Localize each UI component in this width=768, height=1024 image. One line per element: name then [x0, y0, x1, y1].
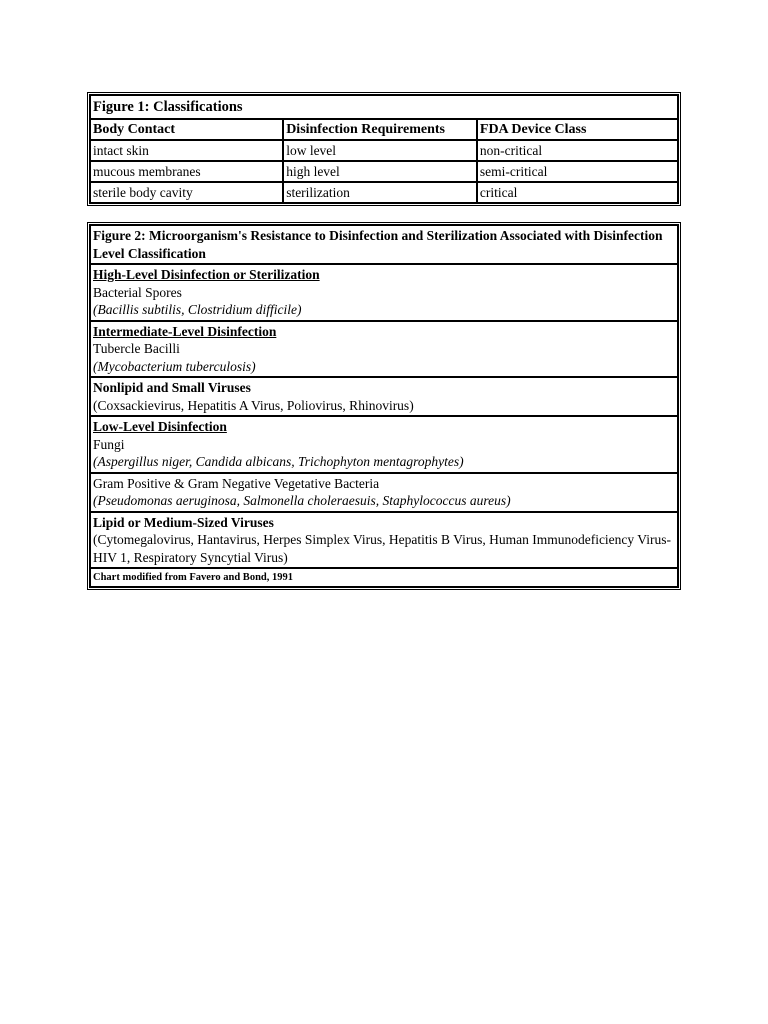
table-row: [90, 264, 678, 321]
organism-name: Bacterial Spores: [93, 284, 182, 300]
table-row: [90, 140, 678, 161]
table-cell: sterile body cavity: [90, 182, 283, 203]
table-cell: low level: [283, 140, 477, 161]
section-heading: Nonlipid and Small Viruses: [93, 380, 251, 395]
section-nonlipid-viruses: [90, 377, 678, 416]
table-row: [90, 321, 678, 378]
section-heading: Low-Level Disinfection: [93, 419, 227, 434]
table-row: [90, 473, 678, 512]
organism-name: Tubercle Bacilli: [93, 341, 180, 356]
figure2-title: Figure 2: Microorganism's Resistance to Disinfection and Sterilization Associated with Disinfection Level Classification: [90, 225, 678, 264]
section-high-level: [90, 264, 678, 321]
table-row: [90, 512, 678, 569]
section-vegetative-bacteria: [90, 473, 678, 512]
organism-examples: (Mycobacterium tuberculosis): [93, 358, 256, 374]
table-cell: semi-critical: [477, 161, 678, 182]
table-cell: non-critical: [477, 140, 678, 161]
header-disinfection-requirements: Disinfection Requirements: [283, 119, 477, 140]
table-title-row: [90, 95, 678, 119]
section-lipid-viruses: [90, 512, 678, 569]
table-cell: mucous membranes: [90, 161, 283, 182]
table-row: [90, 568, 678, 587]
table-row: [90, 161, 678, 182]
organism-examples: (Pseudomonas aeruginosa, Salmonella choleraesuis, Staphylococcus aureus): [93, 493, 511, 508]
table-cell: critical: [477, 182, 678, 203]
table-row: [90, 377, 678, 416]
organism-examples: (Aspergillus niger, Candida albicans, Trichophyton mentagrophytes): [93, 454, 464, 469]
section-heading: Lipid or Medium-Sized Viruses: [93, 514, 274, 530]
table-cell: intact skin: [90, 140, 283, 161]
organism-name: Fungi: [93, 436, 125, 452]
resistance-table: [89, 224, 679, 588]
section-intermediate-level: [90, 321, 678, 378]
section-low-level: [90, 416, 678, 473]
table-cell: high level: [283, 161, 477, 182]
organism-examples: (Bacillis subtilis, Clostridium difficile): [93, 302, 302, 317]
header-fda-device-class: FDA Device Class: [477, 119, 678, 140]
organism-name: Gram Positive & Gram Negative Vegetative Bacteria: [93, 475, 380, 491]
section-heading: High-Level Disinfection or Sterilization: [93, 267, 320, 282]
table-row: [90, 416, 678, 473]
classifications-table: [89, 94, 679, 204]
header-body-contact: Body Contact: [90, 119, 283, 140]
table-row: [90, 182, 678, 203]
organism-examples: (Cytomegalovirus, Hantavirus, Herpes Simplex Virus, Hepatitis B Virus, Human Immunodeficiency Virus-HIV 1, Respiratory Syncytial Virus): [93, 532, 671, 565]
source-note: Chart modified from Favero and Bond, 1991: [90, 568, 678, 587]
table-title-row: [90, 225, 678, 264]
organism-examples: (Coxsackievirus, Hepatitis A Virus, Poliovirus, Rhinovirus): [93, 397, 414, 413]
figure1-title: Figure 1: Classifications: [90, 95, 678, 119]
table-cell: sterilization: [283, 182, 477, 203]
table-header-row: [90, 119, 678, 140]
section-heading: Intermediate-Level Disinfection: [93, 323, 277, 339]
